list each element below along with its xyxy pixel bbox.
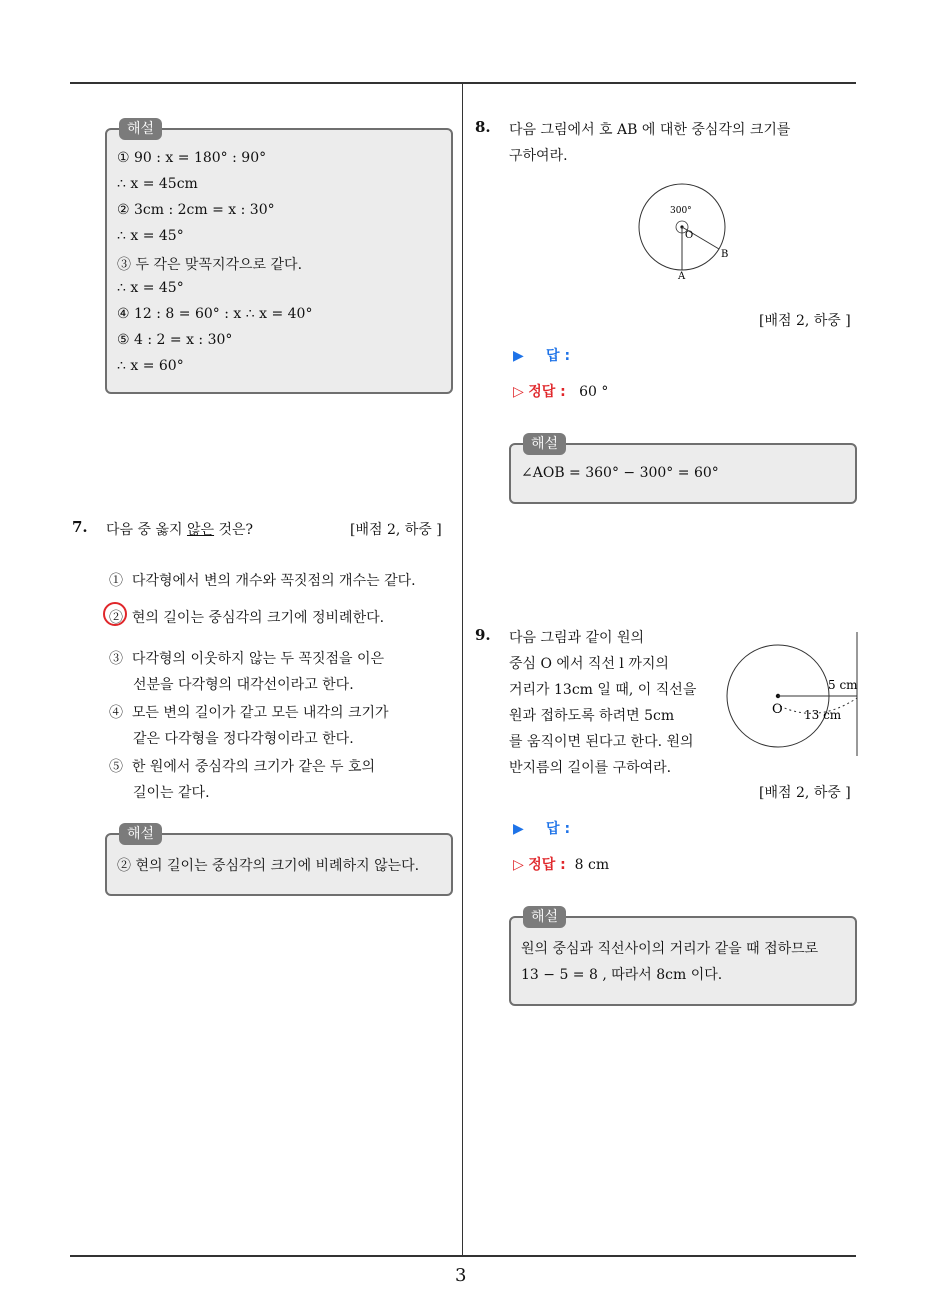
correct-value: 60 °	[579, 384, 609, 400]
option-number: ①	[109, 573, 123, 589]
label-5cm: 5 cm	[828, 678, 858, 692]
option-text: 현의 길이는 중심각의 크기에 정비례한다.	[131, 610, 385, 626]
option-5[interactable]	[109, 756, 375, 776]
stem-text: 다음 중 옳지	[106, 522, 187, 538]
option-text: 다각형의 이웃하지 않는 두 꼭짓점을 이은	[131, 651, 385, 667]
explanation-line: ∴ x = 45°	[117, 280, 184, 296]
question-number: 9.	[475, 626, 491, 644]
correct-answer-row	[513, 381, 608, 401]
explanation-line: ∴ x = 45°	[117, 228, 184, 244]
explanation-line: 원의 중심과 직선사이의 거리가 같을 때 접하므로	[521, 941, 819, 957]
answer-label: 답 :	[546, 821, 571, 837]
outline-play-icon: ▷	[513, 384, 524, 400]
question-stem: 반지름의 길이를 구하여라.	[509, 760, 672, 776]
option-1[interactable]	[109, 570, 416, 590]
explanation-line: ⑤ 4 : 2 = x : 30°	[117, 332, 233, 348]
option-2[interactable]	[109, 607, 384, 627]
point-b-label: B	[721, 249, 729, 260]
option-number: ②	[109, 610, 123, 626]
explanation-line: ② 현의 길이는 중심각의 크기에 비례하지 않는다.	[117, 858, 420, 874]
option-3-continuation: 선분을 다각형의 대각선이라고 한다.	[133, 677, 354, 693]
option-4[interactable]	[109, 702, 389, 722]
question-stem: 거리가 13cm 일 때, 이 직선을	[509, 682, 697, 698]
explanation-box	[509, 916, 857, 1006]
question-stem: 구하여라.	[509, 148, 568, 164]
correct-answer-row	[513, 854, 609, 874]
option-number: ④	[109, 705, 123, 721]
question-stem: 원과 접하도록 하려면 5cm	[509, 708, 675, 724]
question-stem: 다음 그림에서 호 AB 에 대한 중심각의 크기를	[509, 122, 791, 138]
score-label: [배점 2, 하중 ]	[759, 313, 851, 329]
question-stem: 중심 O 에서 직선 l 까지의	[509, 656, 669, 672]
correct-label: 정답 :	[528, 857, 566, 873]
point-a-label: A	[678, 271, 686, 282]
column-divider	[462, 83, 463, 1257]
option-4-continuation: 같은 다각형을 정다각형이라고 한다.	[133, 731, 354, 747]
option-number: ⑤	[109, 759, 123, 775]
label-13cm: 13 cm	[804, 708, 842, 722]
explanation-tag: 해설	[119, 823, 162, 845]
explanation-tag: 해설	[523, 906, 566, 928]
option-3[interactable]	[109, 648, 384, 668]
explanation-line: ① 90 : x = 180° : 90°	[117, 150, 267, 166]
q9-tangent-figure	[722, 628, 866, 760]
question-stem: 를 움직이면 된다고 한다. 원의	[509, 734, 694, 750]
play-icon: ▶	[513, 821, 524, 837]
option-5-continuation: 길이는 같다.	[133, 785, 210, 801]
explanation-line: ③ 두 각은 맞꼭지각으로 같다.	[117, 257, 303, 273]
correct-label: 정답 :	[528, 384, 566, 400]
answer-label: 답 :	[546, 348, 571, 364]
stem-text: 것은?	[214, 522, 254, 538]
page-number: 3	[455, 1265, 467, 1286]
bottom-rule	[70, 1255, 856, 1257]
question-stem: 다음 그림과 같이 원의	[509, 630, 645, 646]
score-label: [배점 2, 하중 ]	[350, 522, 442, 538]
explanation-line: ② 3cm : 2cm = x : 30°	[117, 202, 275, 218]
score-label: [배점 2, 하중 ]	[759, 785, 851, 801]
answer-row[interactable]	[513, 818, 570, 838]
stem-underlined: 않은	[186, 522, 215, 538]
option-text: 한 원에서 중심각의 크기가 같은 두 호의	[131, 759, 375, 775]
play-icon: ▶	[513, 348, 524, 364]
explanation-line: ∠AOB = 360° − 300° = 60°	[521, 465, 719, 481]
answer-row[interactable]	[513, 345, 570, 365]
explanation-tag: 해설	[523, 433, 566, 455]
center-label: O	[685, 230, 694, 241]
center-label: O	[772, 702, 783, 717]
question-stem	[106, 519, 253, 539]
question-number: 8.	[475, 118, 491, 136]
q8-circle-figure	[630, 175, 740, 285]
correct-value: 8 cm	[574, 857, 610, 873]
outline-play-icon: ▷	[513, 857, 524, 873]
option-text: 다각형에서 변의 개수와 꼭짓점의 개수는 같다.	[131, 573, 416, 589]
top-rule	[70, 82, 856, 84]
explanation-line: ∴ x = 60°	[117, 358, 184, 374]
explanation-line: ∴ x = 45cm	[117, 176, 198, 192]
explanation-line: ④ 12 : 8 = 60° : x ∴ x = 40°	[117, 306, 313, 322]
option-number: ③	[109, 651, 123, 667]
explanation-line: 13 − 5 = 8 , 따라서 8cm 이다.	[521, 967, 723, 983]
explanation-tag: 해설	[119, 118, 162, 140]
question-number: 7.	[72, 518, 88, 536]
angle-label: 300°	[670, 206, 692, 216]
option-text: 모든 변의 길이가 같고 모든 내각의 크기가	[131, 705, 389, 721]
